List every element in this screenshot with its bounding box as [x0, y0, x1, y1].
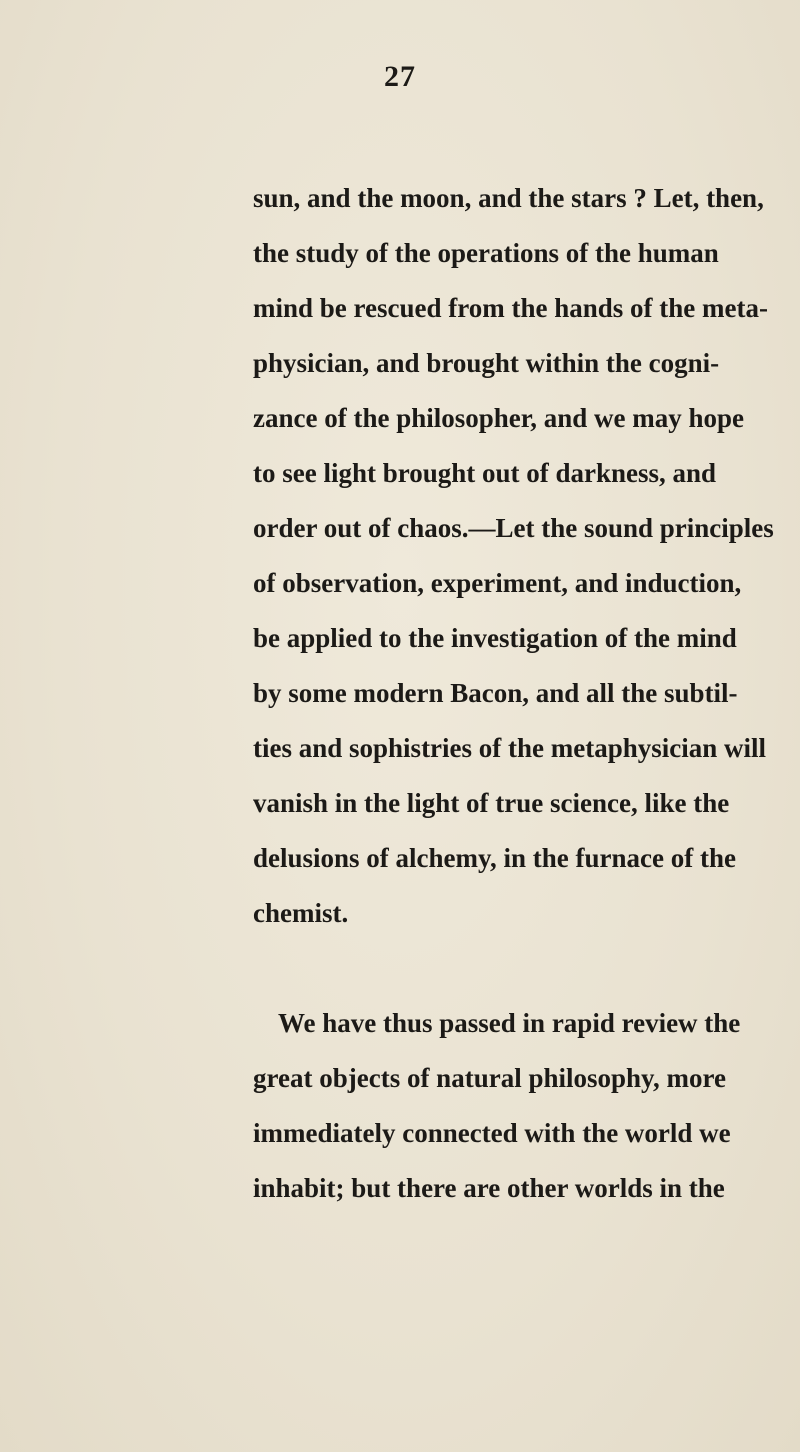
text-line: great objects of natural philosophy, more — [253, 1063, 727, 1093]
text-line: ties and sophistries of the metaphysician will — [253, 733, 767, 763]
text-line: order out of chaos.—Let the sound principles — [253, 513, 774, 543]
text-line: to see light brought out of darkness, and — [253, 458, 717, 488]
text-line: by some modern Bacon, and all the subtil- — [253, 678, 738, 708]
text-line: vanish in the light of true science, like the — [253, 788, 730, 818]
text-line: zance of the philosopher, and we may hope — [253, 403, 745, 433]
text-line: inhabit; but there are other worlds in the — [253, 1173, 725, 1203]
text-line: immediately connected with the world we — [253, 1118, 731, 1148]
text-line: sun, and the moon, and the stars ? Let, then, — [253, 183, 764, 213]
text-line: of observation, experiment, and induction, — [253, 568, 742, 598]
text-line: the study of the operations of the human — [253, 238, 719, 268]
text-line: mind be rescued from the hands of the meta- — [253, 293, 768, 323]
text-line: chemist. — [253, 898, 349, 928]
text-line: be applied to the investigation of the mind — [253, 623, 737, 653]
paragraph-first-line: We have thus passed in rapid review the — [278, 1008, 741, 1038]
text-line: physician, and brought within the cogni- — [253, 348, 720, 378]
text-line: delusions of alchemy, in the furnace of the — [253, 843, 736, 873]
page-number: 27 — [384, 60, 416, 93]
